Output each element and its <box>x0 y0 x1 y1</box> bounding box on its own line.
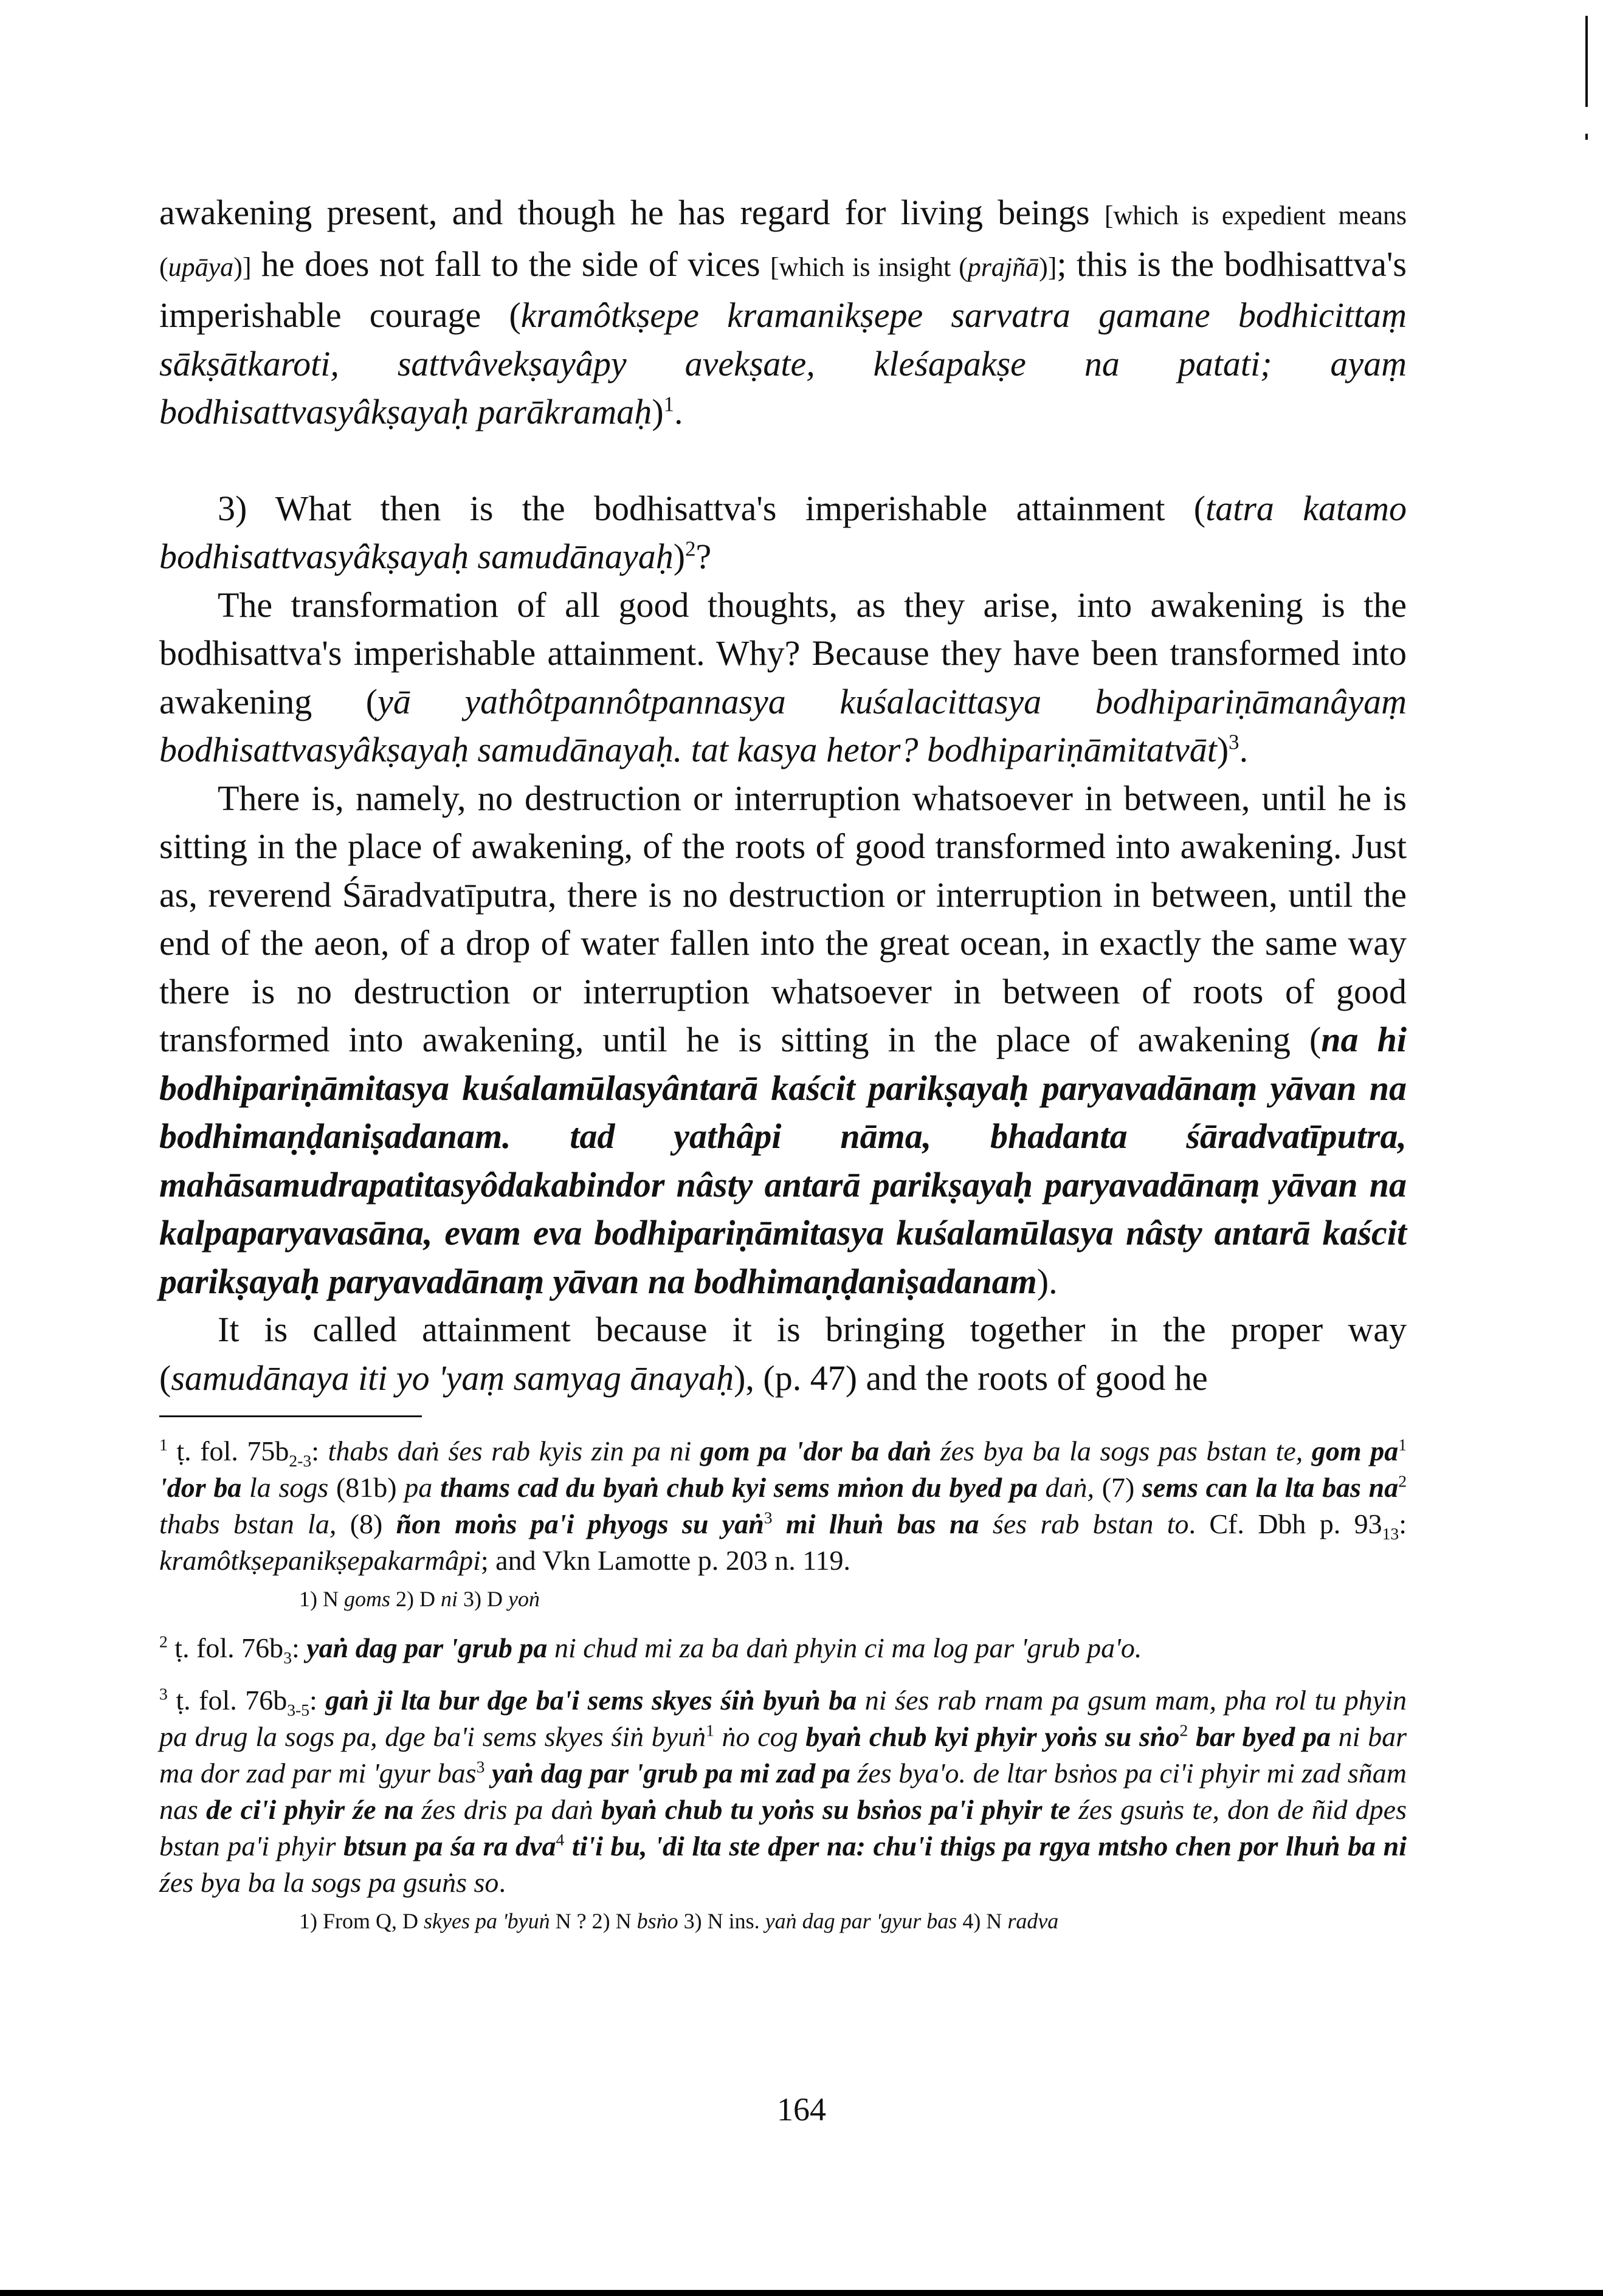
variant-sanskrit-tibetan: radva <box>1007 1909 1059 1933</box>
page-content <box>159 188 1407 1936</box>
paragraph-sanskrit-tibetan: kramôtkṣepe kramanikṣepe sarvatra gamane bodhicittaṃ sākṣātkaroti, sattvâvekṣayâpy avekṣate, kleśapakṣe na patati; ayaṃ bodhisattvasyâkṣayaḥ parākramaḥ <box>159 295 1407 431</box>
footnote-sanskrit-tibetan: ṅo cog <box>714 1721 806 1752</box>
paragraph <box>159 1305 1407 1402</box>
footnote-sanskrit-tibetan: pa <box>404 1472 440 1503</box>
footnote-sanskrit-tibetan: gom pa <box>1311 1435 1399 1466</box>
footnote-text: ; and Vkn Lamotte p. 203 n. 119. <box>480 1545 851 1576</box>
paragraph-text: It is called attainment because it is bringing together in the proper way ( <box>159 1310 1407 1398</box>
paragraph-text: ? <box>695 537 712 576</box>
paragraph <box>159 484 1407 581</box>
footnote-sanskrit-tibetan: źes gsuṅs te, don de ñid dpes bstan pa'i phyir <box>159 1794 1407 1861</box>
footnote-sanskrit-tibetan: yaṅ dag par 'grub pa <box>306 1632 548 1663</box>
footnote-text: (8) <box>336 1508 396 1539</box>
footnote-sanskrit-tibetan: thabs daṅ śes rab kyis zin pa ni <box>328 1435 700 1466</box>
footnote-sanskrit-tibetan: źes bya'o. de ltar bsṅos pa ci'i phyir mi zad sñam nas <box>159 1758 1407 1825</box>
footnote-text: (81b) <box>328 1472 405 1503</box>
paragraph-text: There is, namely, no destruction or interruption whatsoever in between, until he is sitting in the place of awakening, of the roots of good transformed into awakening. Just as, reverend Śāradvatīputra, there is no destruction or interruption in between, until the end of the aeon, of a drop of water fallen into the great ocean, in exactly the same way there is no destruction or interruption whatsoever in between of roots of good transformed into awakening, until he is sitting in the place of awakening ( <box>159 778 1407 1059</box>
footnote-footnote-ref: 1 <box>1398 1435 1407 1454</box>
footnote-subscript: 2-3 <box>289 1451 312 1471</box>
footnote-text: : <box>311 1435 328 1466</box>
paragraph-footnote-ref: 3 <box>1229 730 1239 754</box>
paragraph-text: . <box>674 392 683 431</box>
footnote-sanskrit-tibetan: kramôtkṣepanikṣepakarmâpi <box>159 1545 481 1576</box>
footnote-sanskrit-tibetan: mi lhuṅ bas na <box>772 1508 979 1539</box>
variant-sanskrit-tibetan: yaṅ dag par 'gyur bas <box>765 1909 957 1933</box>
variant-readings <box>299 1584 1407 1614</box>
footnote-sanskrit-tibetan: ni bar ma dor zad par mi 'gyur bas <box>159 1721 1407 1789</box>
paragraph-sanskrit-tibetan: upāya <box>168 252 234 282</box>
paragraph-sanskrit-tibetan: prajñā <box>967 252 1039 282</box>
paragraph-text: [which is insight ( <box>770 252 968 282</box>
paragraph-sanskrit-tibetan: na hi bodhipariṇāmitasya kuśalamūlasyântarā kaścit parikṣayaḥ paryavadānaṃ yāvan na bodhimaṇḍaniṣadanam. tad yathâpi nāma, bhadanta śāradvatīputra, mahāsamudrapatitasyôdakabindor nâsty antarā parikṣayaḥ paryavadānaṃ yāvan na kalpaparyavasāna, evam eva bodhipariṇāmitasya kuśalamūlasya nâsty antarā kaścit parikṣayaḥ paryavadānaṃ yāvan na bodhimaṇḍaniṣadanam <box>159 1020 1407 1301</box>
paragraph <box>159 188 1407 436</box>
footnote-sanskrit-tibetan: ni chud mi za ba daṅ phyin ci ma log par 'grub pa'o. <box>547 1632 1142 1663</box>
footnote-footnote-ref: 2 <box>1179 1720 1188 1740</box>
paragraph-text: ; this is the bodhisattva's imperishable courage ( <box>159 244 1407 335</box>
variant-readings <box>299 1906 1407 1936</box>
footnote-sanskrit-tibetan: śes rab bstan to <box>979 1508 1189 1539</box>
scan-bottom-border <box>0 2290 1603 2296</box>
paragraph-text: )] <box>1039 252 1057 282</box>
variant-text: 2) D <box>390 1587 441 1611</box>
footnote-text: . Cf. Dbh p. 93 <box>1188 1508 1382 1539</box>
paragraph <box>159 774 1407 1306</box>
footnote-subscript: 13 <box>1382 1524 1399 1544</box>
footnote-sanskrit-tibetan: daṅ, <box>1037 1472 1095 1503</box>
main-text <box>159 188 1407 1402</box>
paragraph-footnote-ref: 1 <box>663 392 675 416</box>
footnote-footnote-ref: 3 <box>476 1757 485 1776</box>
variant-text: 3) N ins. <box>678 1909 765 1933</box>
footnote-sanskrit-tibetan: byaṅ chub tu yoṅs su bsṅos pa'i phyir te <box>601 1794 1070 1825</box>
paragraph-text: ). <box>1036 1261 1058 1301</box>
variant-text: 1) N <box>299 1587 344 1611</box>
footnote-subscript: 3 <box>283 1648 292 1668</box>
variant-sanskrit-tibetan: bsṅo <box>636 1909 678 1933</box>
footnote-footnote-ref: 1 <box>706 1720 714 1740</box>
footnote-sanskrit-tibetan: thams cad du byaṅ chub kyi sems mṅon du byed pa <box>440 1472 1038 1503</box>
paragraph-text: 3) What then is the bodhisattva's imperishable attainment ( <box>218 488 1206 528</box>
footnote-sanskrit-tibetan: gaṅ ji lta bur dge ba'i sems skyes śiṅ byuṅ ba <box>325 1685 857 1716</box>
footnote-text: . <box>498 1867 506 1898</box>
variant-sanskrit-tibetan: ni <box>441 1587 458 1611</box>
paragraph-sanskrit-tibetan: yā yathôtpannôtpannasya kuśalacittasya bodhipariṇāmanâyaṃ bodhisattvasyâkṣayaḥ samudānayaḥ. tat kasya hetor? bodhipariṇāmitatvāt <box>159 681 1407 769</box>
footnote <box>159 1433 1407 1579</box>
variant-sanskrit-tibetan: goms <box>344 1587 391 1611</box>
paragraph-sanskrit-tibetan: samudānaya iti yo 'yaṃ samyag ānayaḥ <box>171 1358 734 1398</box>
footnote-footnote-ref: 1 <box>159 1435 168 1454</box>
footnote-sanskrit-tibetan: ti'i bu, 'di lta ste dper na: chu'i thigs pa rgya mtsho chen por lhuṅ ba ni <box>564 1830 1407 1861</box>
variant-text: 4) N <box>957 1909 1008 1933</box>
footnote-sanskrit-tibetan: de ci'i phyir źe na <box>206 1794 414 1825</box>
paragraph <box>159 581 1407 774</box>
footnote-footnote-ref: 2 <box>1398 1471 1407 1491</box>
footnote-footnote-ref: 3 <box>159 1684 168 1703</box>
footnotes <box>159 1433 1407 1936</box>
scan-edge-line <box>1585 16 1588 107</box>
footnote-footnote-ref: 4 <box>556 1830 565 1849</box>
paragraph-sanskrit-tibetan: tatra katamo bodhisattvasyâkṣayaḥ samudānayaḥ <box>159 488 1407 576</box>
footnote-sanskrit-tibetan: 'dor ba <box>159 1472 242 1503</box>
scan-edge-mark <box>1585 134 1588 140</box>
footnote-sanskrit-tibetan: byaṅ chub kyi phyir yoṅs su sṅo <box>805 1721 1180 1752</box>
paragraph-text: ) <box>673 537 686 576</box>
footnote <box>159 1682 1407 1901</box>
paragraph-text: )] <box>233 252 252 282</box>
footnote-sanskrit-tibetan: gom pa 'dor ba daṅ <box>700 1435 932 1466</box>
paragraph-text: . <box>1239 730 1249 769</box>
footnote-text: (7) <box>1094 1472 1143 1503</box>
variant-text: N ? 2) N <box>550 1909 637 1933</box>
variant-text: 3) D <box>458 1587 509 1611</box>
footnote-subscript: 3-5 <box>287 1700 310 1720</box>
footnote-sanskrit-tibetan: yaṅ dag par 'grub pa mi zad pa <box>484 1758 850 1789</box>
paragraph-footnote-ref: 2 <box>685 537 696 561</box>
paragraph-text: he does not fall to the side of vices <box>251 244 771 284</box>
footnote-footnote-ref: 3 <box>764 1508 773 1527</box>
paragraph-text: awakening present, and though he has regard for living beings <box>159 193 1105 232</box>
paragraph-text: [which is expedient means ( <box>159 201 1407 282</box>
footnote-sanskrit-tibetan: sems can la lta bas na <box>1142 1472 1399 1503</box>
footnote-footnote-ref: 2 <box>159 1632 168 1651</box>
footnote-sanskrit-tibetan: la sogs <box>241 1472 329 1503</box>
paragraph-text: ) <box>652 392 664 431</box>
paragraph-text: The transformation of all good thoughts, as they arise, into awakening is the bodhisattva's imperishable attainment. Why? Because they have been transformed into awakening ( <box>159 585 1407 721</box>
footnote-text: ṭ. fol. 76b <box>167 1632 284 1663</box>
footnote-separator <box>159 1415 422 1417</box>
footnote-sanskrit-tibetan: źes bya ba la sogs pa gsuṅs so <box>159 1867 499 1898</box>
page-number: 164 <box>777 2091 826 2128</box>
footnote-sanskrit-tibetan: thabs bstan la, <box>159 1508 337 1539</box>
footnote <box>159 1630 1407 1666</box>
footnote-text: ṭ. fol. 76b <box>167 1685 288 1716</box>
footnote-sanskrit-tibetan: ni śes rab rnam pa gsum mam, pha rol tu phyin pa drug la sogs pa, dge ba'i sems skyes śiṅ byuṅ <box>159 1685 1407 1752</box>
variant-sanskrit-tibetan: yoṅ <box>508 1587 540 1611</box>
variant-sanskrit-tibetan: skyes pa 'byuṅ <box>424 1909 550 1933</box>
footnote-text: ṭ. fol. 75b <box>167 1435 289 1466</box>
paragraph-text: ), (p. 47) and the roots of good he <box>734 1358 1208 1398</box>
footnote-sanskrit-tibetan: źes dris pa daṅ <box>413 1794 601 1825</box>
footnote-sanskrit-tibetan: źes bya ba la sogs pas bstan te, <box>931 1435 1312 1466</box>
footnote-text: : <box>309 1685 326 1716</box>
footnote-text: : <box>291 1632 307 1663</box>
footnote-sanskrit-tibetan: btsun pa śa ra dva <box>343 1830 556 1861</box>
footnote-text: : <box>1399 1508 1407 1539</box>
paragraph-text: ) <box>1216 730 1229 769</box>
footnote-sanskrit-tibetan: ñon moṅs pa'i phyogs su yaṅ <box>396 1508 764 1539</box>
footnote-sanskrit-tibetan: bar byed pa <box>1188 1721 1331 1752</box>
variant-text: 1) From Q, D <box>299 1909 424 1933</box>
